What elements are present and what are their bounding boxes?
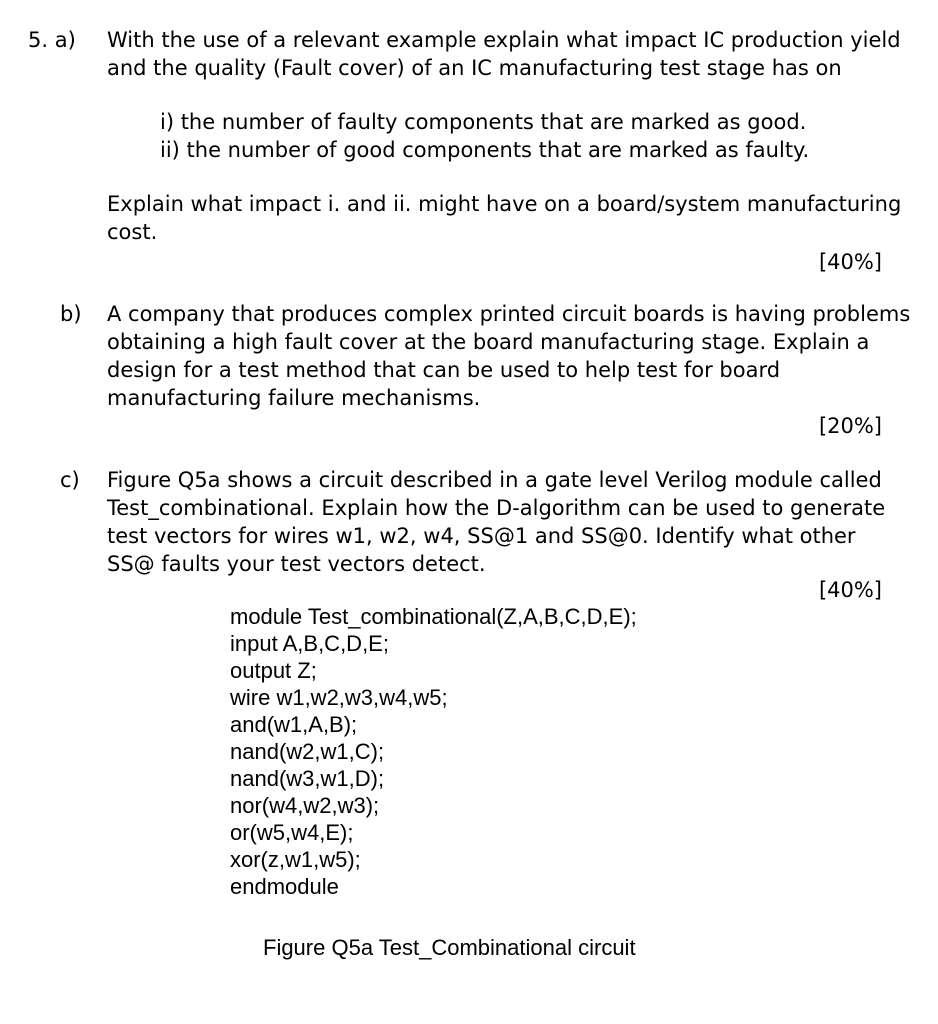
part-a-item-i: i) the number of faulty components that are marked as good. — [160, 110, 807, 134]
part-a-marks: [40%] — [818, 250, 882, 274]
part-b-line: obtaining a high fault cover at the board manufacturing stage. Explain a — [107, 330, 870, 354]
code-line: nor(w4,w2,w3); — [230, 793, 380, 818]
code-line: nand(w2,w1,C); — [230, 739, 385, 764]
part-a-explain-line: Explain what impact i. and ii. might have on a board/system manufacturing — [107, 192, 902, 216]
code-line: xor(z,w1,w5); — [230, 847, 361, 872]
code-line: wire w1,w2,w3,w4,w5; — [230, 685, 448, 710]
part-b-line: A company that produces complex printed circuit boards is having problems — [107, 302, 911, 326]
part-c-line: test vectors for wires w1, w2, w4, SS@1 and SS@0. Identify what other — [107, 524, 856, 548]
code-line: input A,B,C,D,E; — [230, 631, 389, 656]
code-line: nand(w3,w1,D); — [230, 766, 385, 791]
part-c-label: c) — [60, 468, 80, 492]
part-c-line: Figure Q5a shows a circuit described in a gate level Verilog module called — [107, 468, 882, 492]
part-b-label: b) — [60, 302, 82, 326]
part-a-intro-line: With the use of a relevant example explain what impact IC production yield — [107, 28, 901, 52]
code-line: module Test_combinational(Z,A,B,C,D,E); — [230, 604, 637, 629]
code-line: endmodule — [230, 874, 339, 899]
figure-caption: Figure Q5a Test_Combinational circuit — [263, 935, 636, 960]
part-a-explain — [107, 190, 901, 246]
part-a-item-ii: ii) the number of good components that are marked as faulty. — [160, 138, 810, 162]
part-c-marks: [40%] — [818, 578, 882, 602]
part-b-line: design for a test method that can be used to help test for board — [107, 358, 781, 382]
verilog-code-block — [230, 603, 637, 900]
code-line: output Z; — [230, 658, 317, 683]
part-a-explain-line: cost. — [107, 220, 158, 244]
code-line: or(w5,w4,E); — [230, 820, 354, 845]
part-b-line: manufacturing failure mechanisms. — [107, 386, 481, 410]
code-line: and(w1,A,B); — [230, 712, 358, 737]
part-b-marks: [20%] — [818, 414, 882, 438]
part-a-intro-line: and the quality (Fault cover) of an IC manufacturing test stage has on — [107, 56, 842, 80]
part-c-text — [107, 466, 885, 578]
part-a-items — [160, 108, 809, 164]
part-c-line: Test_combinational. Explain how the D-algorithm can be used to generate — [107, 496, 886, 520]
part-b-text — [107, 300, 910, 412]
part-c-line: SS@ faults your test vectors detect. — [107, 552, 486, 576]
question-number: 5. a) — [28, 28, 76, 52]
part-a-intro — [107, 26, 901, 82]
